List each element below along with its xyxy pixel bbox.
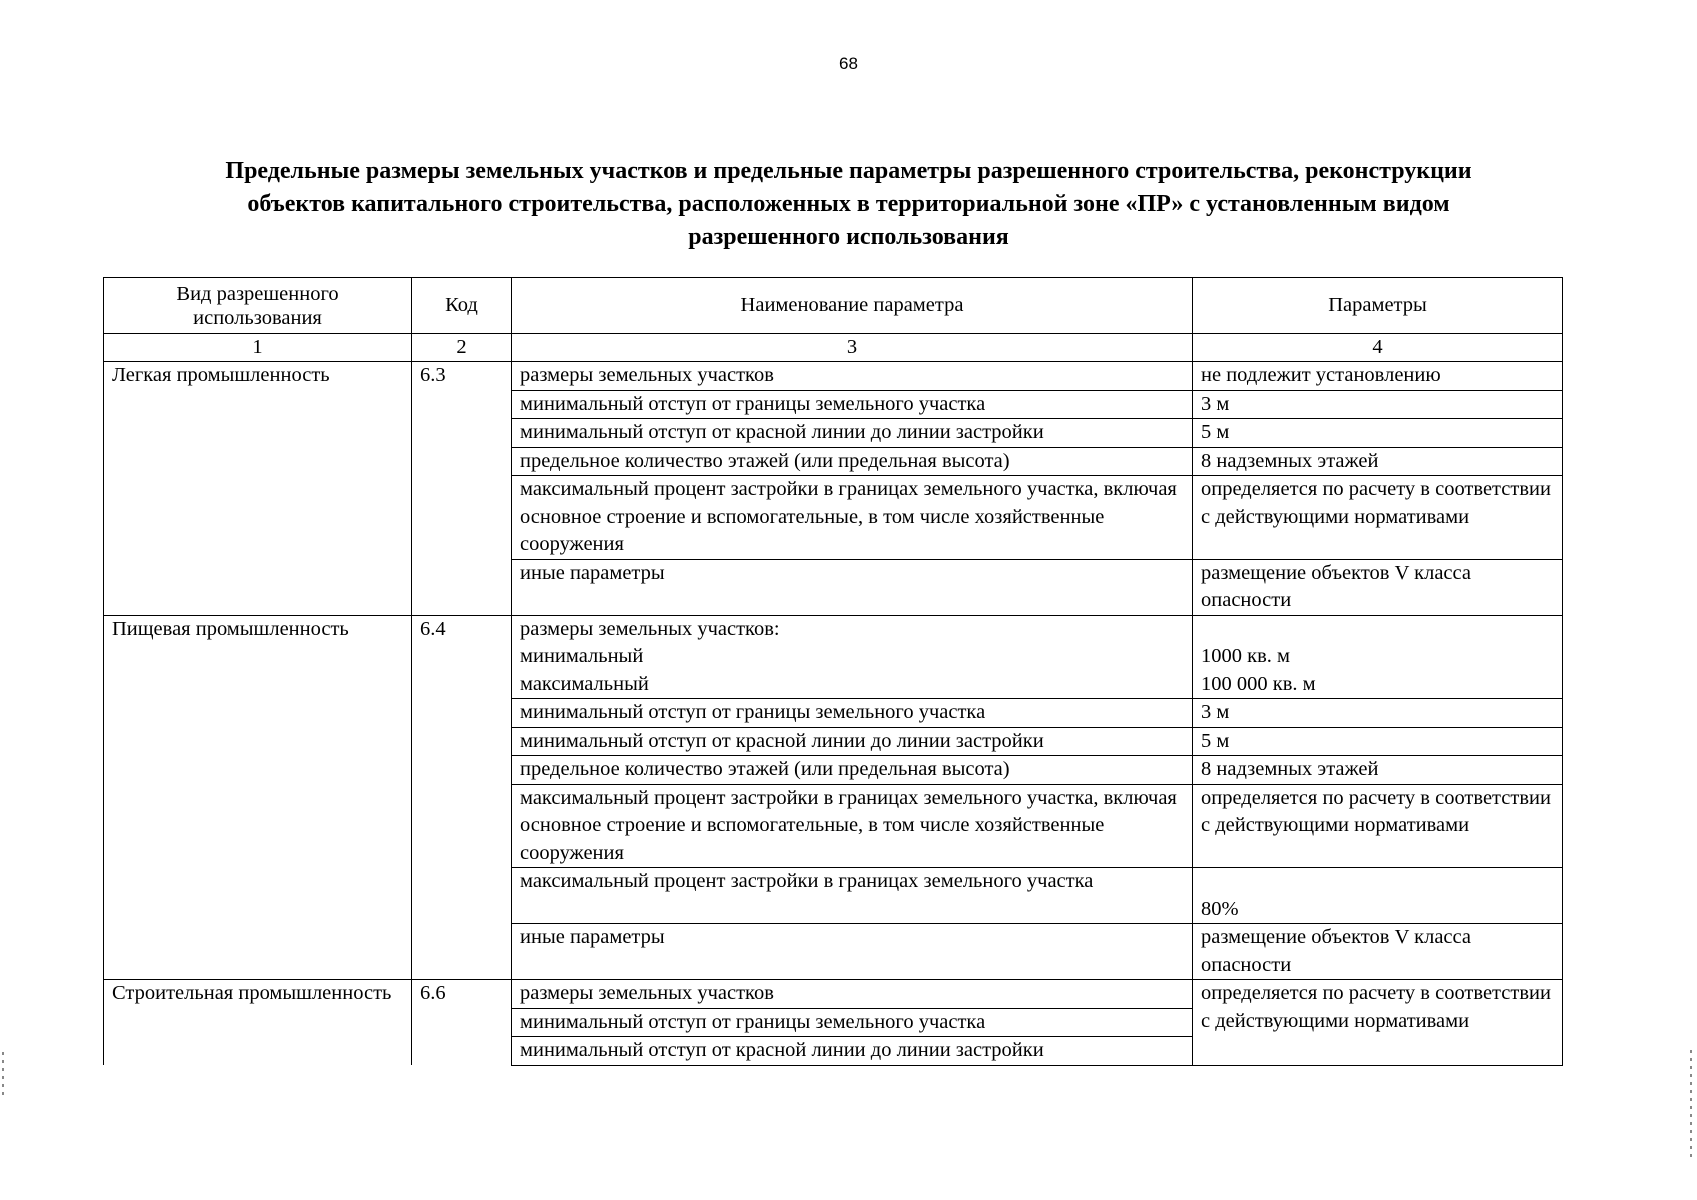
param-cell: предельное количество этажей (или предельная высота) bbox=[512, 447, 1193, 476]
table-row bbox=[104, 362, 1563, 391]
column-number: 1 bbox=[104, 334, 412, 362]
header-code: Код bbox=[412, 278, 512, 334]
value-line: 1000 кв. м bbox=[1201, 645, 1290, 667]
value-line: 100 000 кв. м bbox=[1201, 672, 1316, 695]
header-use: Вид разрешенного использования bbox=[104, 278, 412, 334]
table-row bbox=[104, 980, 1563, 1009]
use-cell: Пищевая промышленность bbox=[104, 615, 412, 980]
param-cell: размеры земельных участков bbox=[512, 980, 1193, 1009]
param-cell: максимальный процент застройки в границах земельного участка bbox=[512, 868, 1193, 924]
use-cell: Легкая промышленность bbox=[104, 362, 412, 616]
param-cell: максимальный процент застройки в границах земельного участка, включая основное строение и вспомогательные, в том числе хозяйственные сооружения bbox=[512, 784, 1193, 868]
value-cell bbox=[1193, 615, 1563, 699]
scan-edge-mark bbox=[1690, 1050, 1692, 1160]
column-number: 2 bbox=[412, 334, 512, 362]
header-params: Параметры bbox=[1193, 278, 1563, 334]
value-cell: 5 м bbox=[1193, 727, 1563, 756]
code-cell: 6.4 bbox=[412, 615, 512, 980]
value-line: 80% bbox=[1201, 897, 1239, 920]
value-cell: размещение объектов V класса опасности bbox=[1193, 924, 1563, 980]
value-cell: размещение объектов V класса опасности bbox=[1193, 559, 1563, 615]
value-cell: определяется по расчету в соответствии с действующими нормативами bbox=[1193, 476, 1563, 560]
param-cell: иные параметры bbox=[512, 559, 1193, 615]
value-cell: 8 надземных этажей bbox=[1193, 756, 1563, 785]
table-row bbox=[104, 615, 1563, 699]
value-cell: 5 м bbox=[1193, 419, 1563, 448]
value-cell: 3 м bbox=[1193, 699, 1563, 728]
value-cell: определяется по расчету в соответствии с действующими нормативами bbox=[1193, 980, 1563, 1066]
param-line: размеры земельных участков: bbox=[520, 617, 780, 640]
param-cell: предельное количество этажей (или предельная высота) bbox=[512, 756, 1193, 785]
column-numbers-row bbox=[104, 334, 1563, 362]
value-cell: 8 надземных этажей bbox=[1193, 447, 1563, 476]
value-line bbox=[1201, 616, 1554, 644]
param-cell: минимальный отступ от границы земельного участка bbox=[512, 390, 1193, 419]
param-line: минимальный bbox=[520, 645, 644, 667]
code-cell: 6.6 bbox=[412, 980, 512, 1066]
value-cell: 3 м bbox=[1193, 390, 1563, 419]
code-cell: 6.3 bbox=[412, 362, 512, 616]
param-cell bbox=[512, 615, 1193, 699]
column-number: 4 bbox=[1193, 334, 1563, 362]
column-number: 3 bbox=[512, 334, 1193, 362]
use-cell: Строительная промышленность bbox=[104, 980, 412, 1066]
page-number: 68 bbox=[839, 54, 858, 73]
param-line: максимальный bbox=[520, 672, 649, 695]
title-line-2: объектов капитального строительства, расположенных в территориальной зоне «ПР» с установленным видом bbox=[247, 191, 1450, 217]
scan-edge-mark bbox=[2, 1052, 4, 1098]
param-cell: минимальный отступ от красной линии до линии застройки bbox=[512, 1037, 1193, 1066]
param-cell: минимальный отступ от границы земельного участка bbox=[512, 1008, 1193, 1037]
param-cell: минимальный отступ от границы земельного участка bbox=[512, 699, 1193, 728]
value-cell: не подлежит установлению bbox=[1193, 362, 1563, 391]
value-cell bbox=[1193, 868, 1563, 924]
value-cell: определяется по расчету в соответствии с действующими нормативами bbox=[1193, 784, 1563, 868]
document-title bbox=[100, 155, 1597, 254]
param-cell: размеры земельных участков bbox=[512, 362, 1193, 391]
title-line-3: разрешенного использования bbox=[688, 224, 1009, 250]
param-cell: минимальный отступ от красной линии до линии застройки bbox=[512, 419, 1193, 448]
header-param-name: Наименование параметра bbox=[512, 278, 1193, 334]
title-line-1: Предельные размеры земельных участков и предельные параметры разрешенного строительства, реконструкции bbox=[225, 158, 1472, 184]
param-cell: иные параметры bbox=[512, 924, 1193, 980]
header-row bbox=[104, 278, 1563, 334]
param-cell: максимальный процент застройки в границах земельного участка, включая основное строение и вспомогательные, в том числе хозяйственные сооружения bbox=[512, 476, 1193, 560]
value-line bbox=[1201, 868, 1554, 896]
parameters-table bbox=[103, 277, 1563, 1066]
param-cell: минимальный отступ от красной линии до линии застройки bbox=[512, 727, 1193, 756]
